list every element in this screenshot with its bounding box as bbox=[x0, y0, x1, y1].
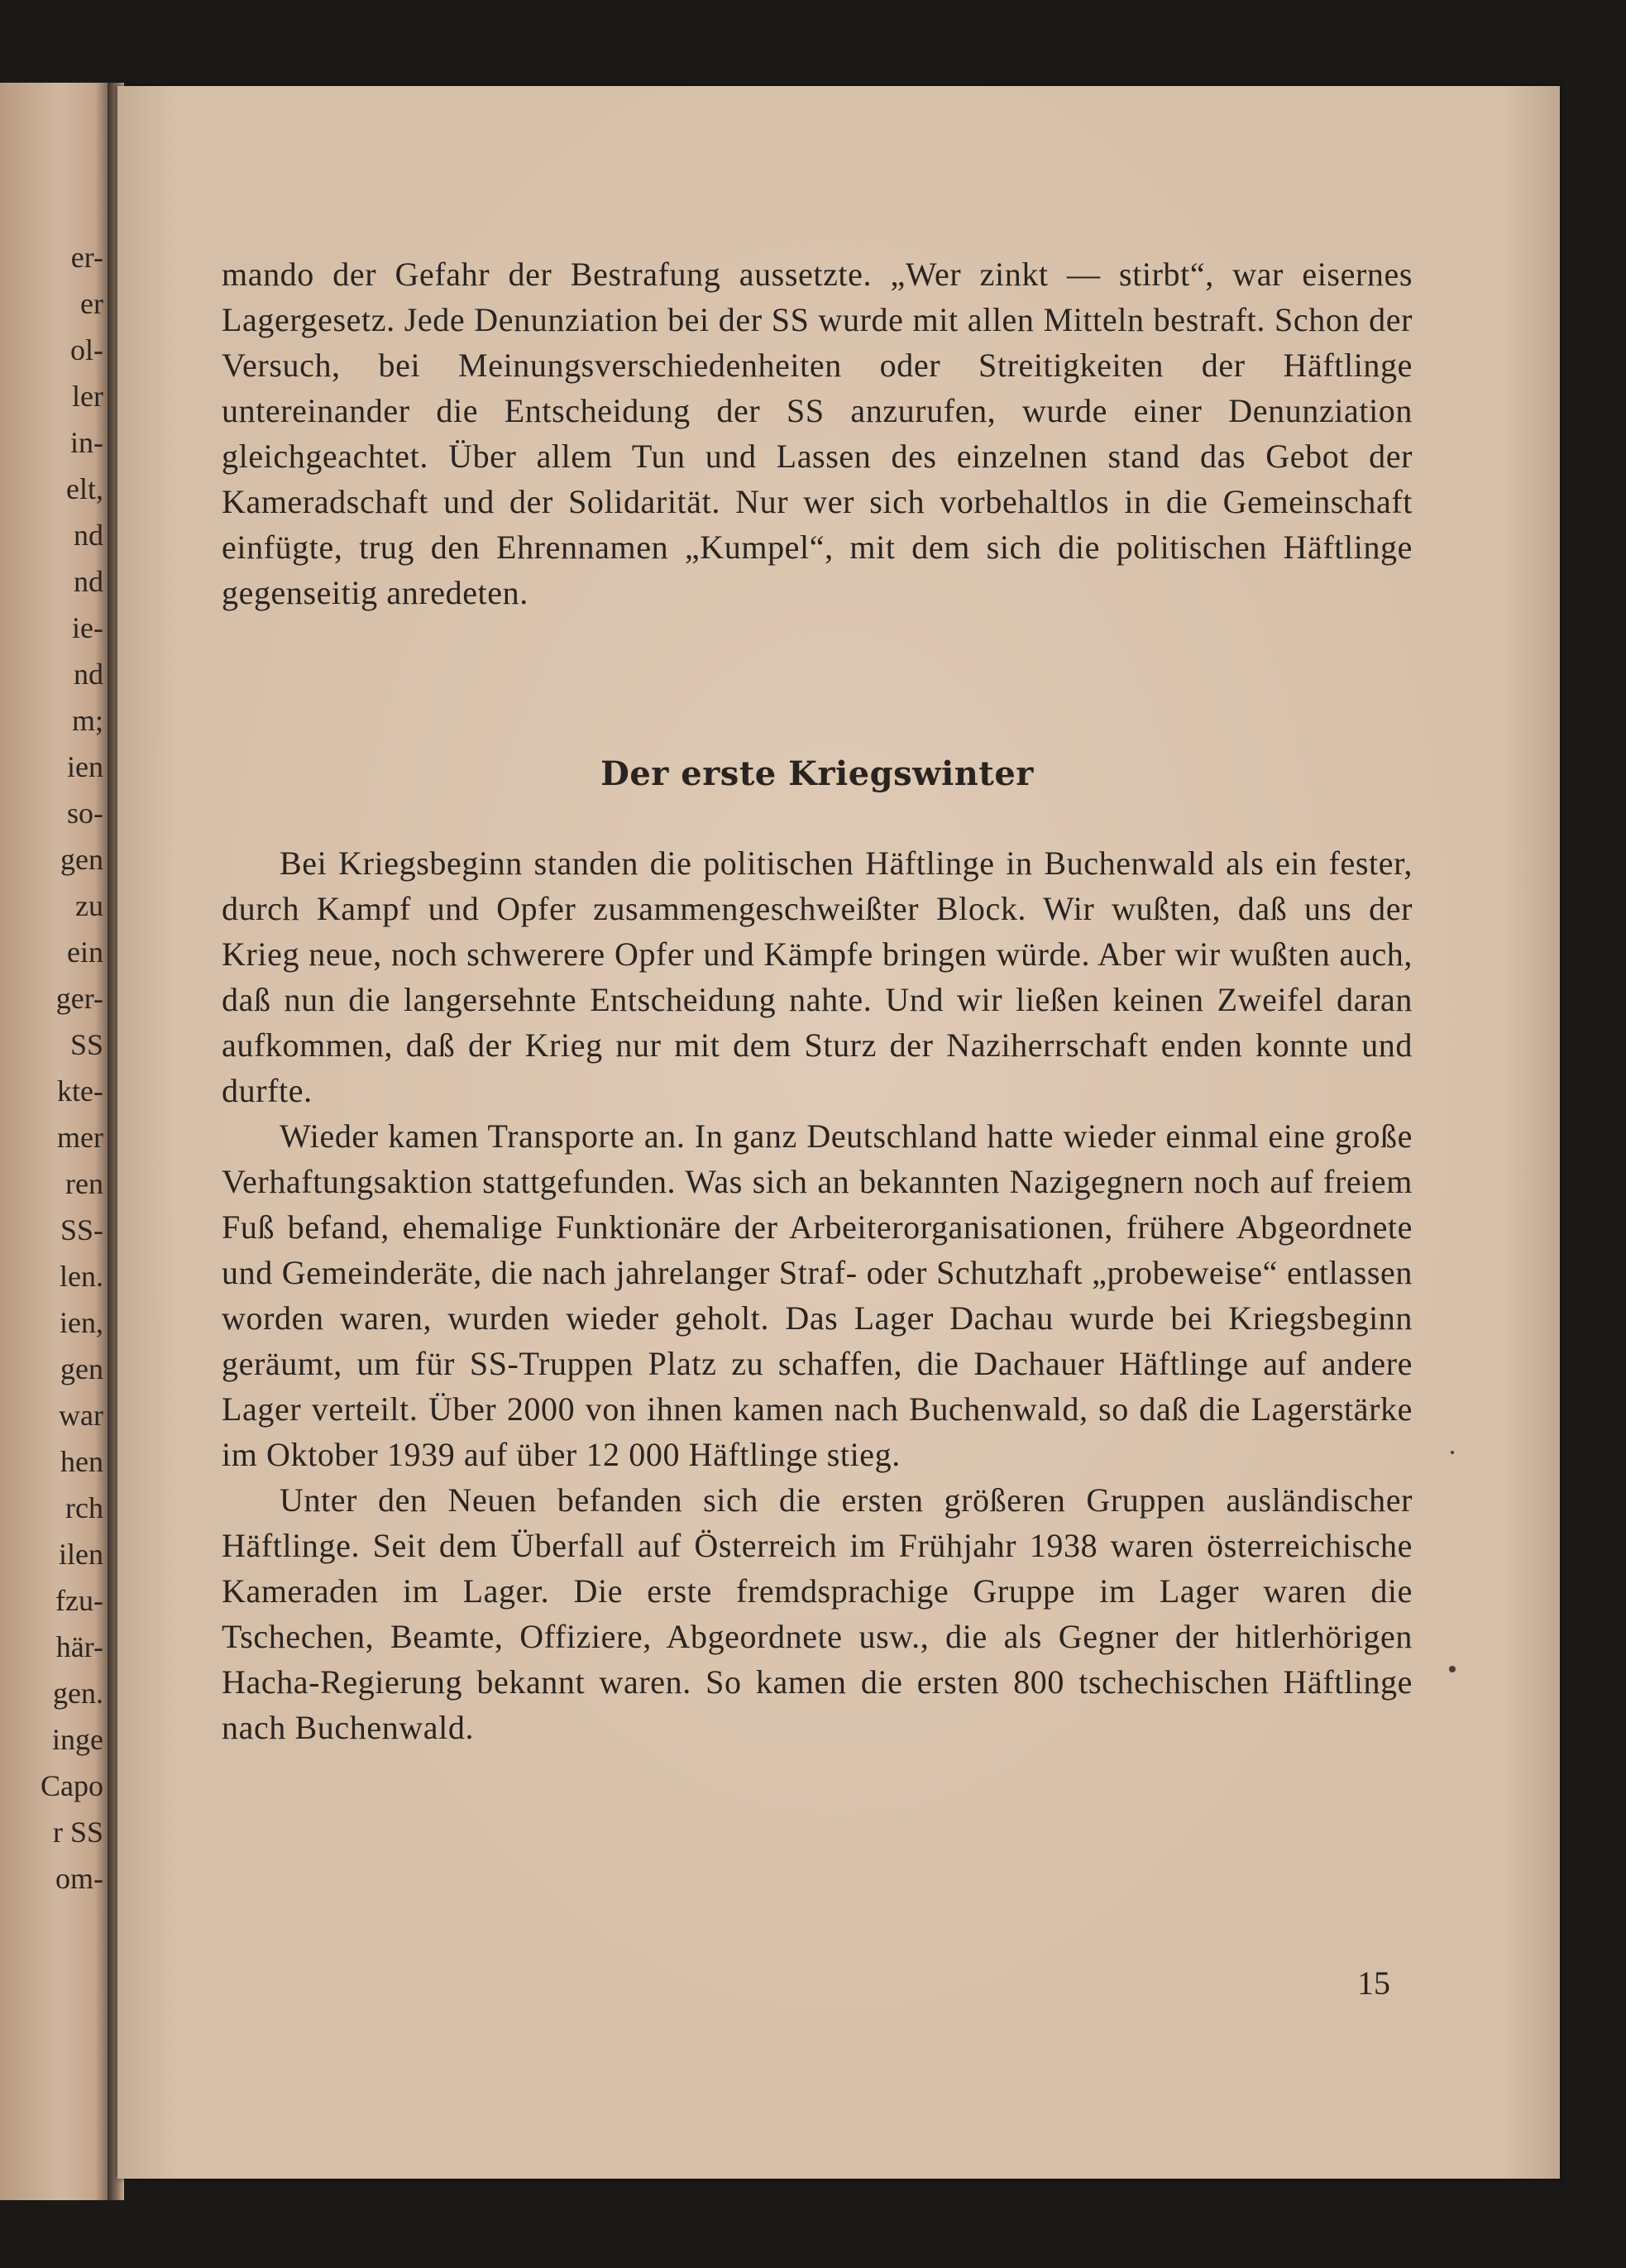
intro-text-block bbox=[222, 251, 1413, 615]
previous-page-text-fragment: SS bbox=[69, 1028, 103, 1061]
previous-page-text-fragment: nd bbox=[74, 565, 103, 598]
previous-page-text-fragment: zu bbox=[75, 889, 103, 922]
section-heading: Der erste Kriegswinter bbox=[600, 754, 1034, 793]
previous-page-text-fragment: hen bbox=[60, 1445, 103, 1478]
previous-page-text-fragment: om- bbox=[55, 1862, 103, 1895]
previous-page-edge bbox=[0, 83, 112, 2200]
previous-page-text-fragment: ol- bbox=[70, 333, 103, 366]
previous-page-text-fragment: r SS bbox=[52, 1816, 103, 1849]
body-paragraph-3: Unter den Neuen befanden sich die ersten größeren Gruppen ausländischer Häftlinge. Seit dem Überfall auf Österreich im Frühjahr 1938 waren österreichische Kameraden im Lager. Die erste fremdsprachige Gruppe im Lager waren die Tschechen, Beamte, Offiziere, Abgeordnete usw., die als Gegner der hitlerhörigen Hacha-Regierung bekannt waren. So kamen die ersten 800 tschechischen Häftlinge nach Buchenwald. bbox=[222, 1481, 1413, 1746]
previous-page-text-fragment: so- bbox=[67, 797, 103, 830]
previous-page-text-fragment: rch bbox=[65, 1491, 103, 1524]
previous-page-text-fragment: gen. bbox=[53, 1677, 103, 1710]
previous-page-text-fragment: ein bbox=[67, 935, 103, 969]
previous-page-text-fragment: ie- bbox=[72, 611, 103, 644]
paper-speck bbox=[1449, 1666, 1456, 1672]
page-number: 15 bbox=[1357, 1964, 1390, 2002]
previous-page-text-fragment: mer bbox=[57, 1121, 103, 1154]
previous-page-text-fragment: inge bbox=[52, 1723, 103, 1756]
previous-page-text-fragment: len. bbox=[60, 1260, 103, 1293]
previous-page-text-fragment: war bbox=[59, 1399, 103, 1432]
previous-page-text-fragment: här- bbox=[55, 1630, 103, 1663]
previous-page-text-fragment: fzu- bbox=[55, 1584, 103, 1617]
previous-page-text-fragment: m; bbox=[71, 704, 103, 737]
previous-page-text-fragment: er- bbox=[70, 241, 103, 274]
previous-page-text-fragment: Capo bbox=[41, 1769, 103, 1802]
previous-page-text-fragment: er bbox=[80, 287, 103, 320]
previous-page-text-fragment: gen bbox=[60, 1352, 103, 1385]
previous-page-text-fragment: ren bbox=[65, 1167, 103, 1200]
previous-page-text-fragment: nd bbox=[74, 658, 103, 691]
previous-page-text-fragment: ien bbox=[67, 750, 103, 783]
body-paragraph-1: Bei Kriegsbeginn standen die politischen Häftlinge in Buchenwald als ein fester, durch Kampf und Opfer zusammengeschweißter Block. Wir wußten, daß uns der Krieg neue, noch schwerere Opfer und Kämpfe bringen würde. Aber wir wußten auch, daß nun die langersehnte Entscheidung nahte. Und wir ließen keinen Zweifel daran aufkommen, daß der Krieg nur mit dem Sturz der Naziherrschaft enden konnte und durfte. bbox=[222, 845, 1413, 1109]
previous-page-text-fragment: SS- bbox=[60, 1213, 103, 1246]
paper-speck bbox=[1451, 1451, 1454, 1454]
body-paragraph-2: Wieder kamen Transporte an. In ganz Deutschland hatte wieder einmal eine große Verhaftungsaktion stattgefunden. Was sich an bekannten Nazigegnern noch auf freiem Fuß befand, ehemalige Funktionäre der Arbeiterorganisationen, frühere Abgeordnete und Gemeinderäte, die nach jahrelanger Straf- oder Schutzhaft „probeweise“ entlassen worden waren, wurden wieder geholt. Das Lager Dachau wurde bei Kriegsbeginn geräumt, um für SS-Truppen Platz zu schaffen, die Dachauer Häftlinge auf andere Lager verteilt. Über 2000 von ihnen kamen nach Buchenwald, so daß die Lagerstärke im Oktober 1939 auf über 12 000 Häftlinge stieg. bbox=[222, 1117, 1413, 1473]
book-page bbox=[117, 86, 1560, 2179]
previous-page-text-fragment: in- bbox=[70, 426, 103, 459]
previous-page-text-fragment: gen bbox=[60, 843, 103, 876]
previous-page-text-fragment: ien, bbox=[60, 1306, 103, 1339]
previous-page-text-fragment: kte- bbox=[57, 1074, 103, 1108]
section-body bbox=[222, 840, 1413, 1750]
intro-paragraph: mando der Gefahr der Bestrafung aussetzte. „Wer zinkt — stirbt“, war eisernes Lagergesetz. Jede Denunziation bei der SS wurde mit allen Mitteln bestraft. Schon der Versuch, bei Meinungsverschiedenheiten oder Streitigkeiten der Häftlinge untereinander die Entscheidung der SS anzurufen, wurde einer Denunziation gleichgeachtet. Über allem Tun und Lassen des einzelnen stand das Gebot der Kameradschaft und der Solidarität. Nur wer sich vorbehaltlos in die Gemeinschaft einfügte, trug den Ehrennamen „Kumpel“, mit dem sich die politischen Häftlinge gegenseitig anredeten. bbox=[222, 256, 1413, 611]
previous-page-text-fragment: ilen bbox=[59, 1538, 103, 1571]
previous-page-text-fragment: ger- bbox=[55, 982, 103, 1015]
previous-page-text-fragment: ler bbox=[72, 380, 103, 413]
previous-page-text-fragment: elt, bbox=[66, 472, 103, 505]
previous-page-text-fragment: nd bbox=[74, 519, 103, 552]
